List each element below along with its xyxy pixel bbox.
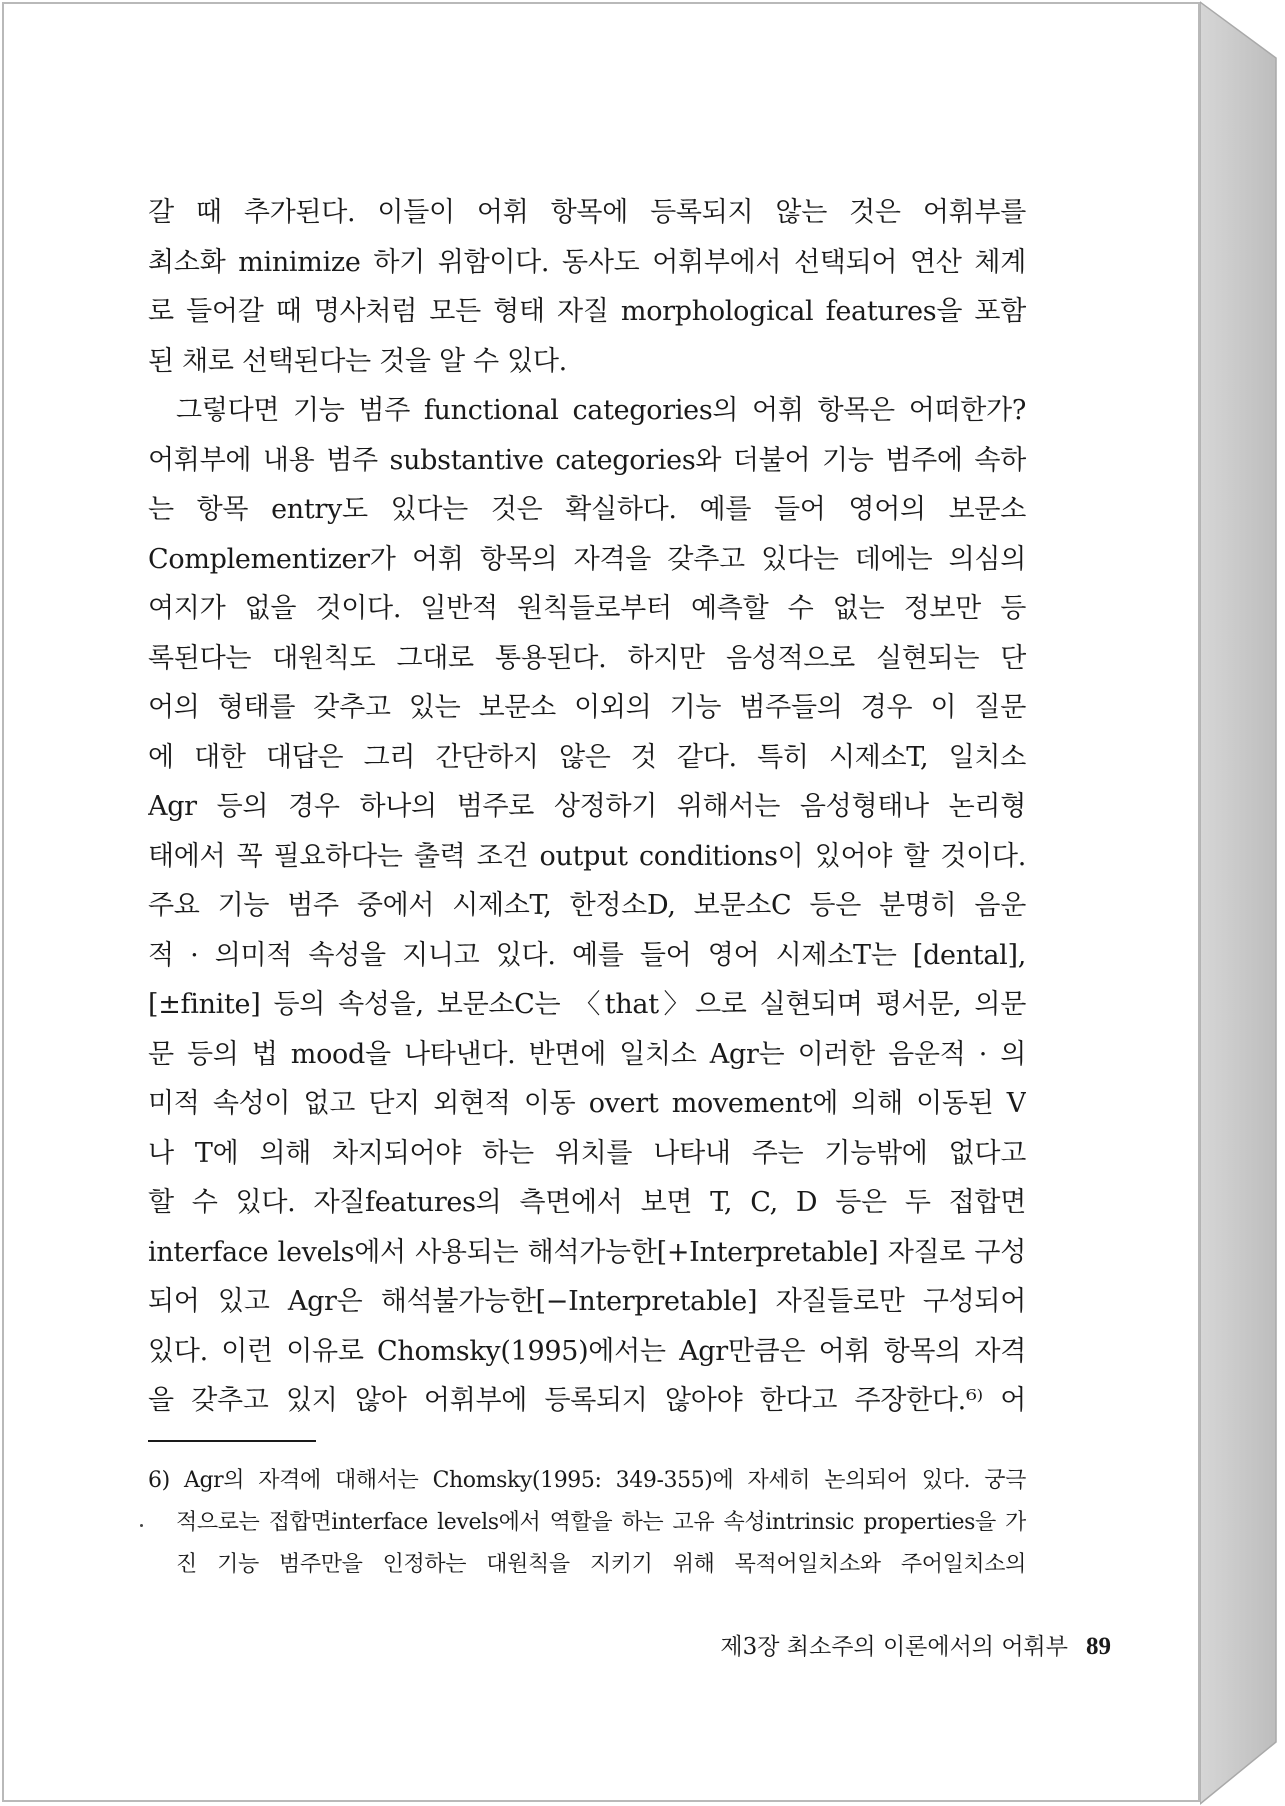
body-line: 록된다는 대원칙도 그대로 통용된다. 하지만 음성적으로 실현되는 단 [148,642,1026,674]
footnote-line: 6) Agr의 자격에 대해서는 Chomsky(1995: 349-355)에 자세히 논의되어 있다. 궁극 [148,1468,1026,1493]
chapter-title: 제3장 최소주의 이론에서의 어휘부 [720,1634,1068,1660]
body-line: 태에서 꼭 필요하다는 출력 조건 output conditions이 있어야 할 것이다. [148,840,1026,872]
page-number: 89 [1086,1633,1111,1660]
body-line: 어휘부에 내용 범주 substantive categories와 더불어 기능 범주에 속하 [148,444,1026,476]
body-line: 에 대한 대답은 그리 간단하지 않은 것 같다. 특히 시제소T, 일치소 [148,741,1026,773]
book-edge-3d [1200,0,1285,1806]
body-line: 문 등의 법 mood을 나타낸다. 반면에 일치소 Agr는 이러한 음운적 · 의 [148,1038,1026,1070]
body-line: 그렇다면 기능 범주 functional categories의 어휘 항목은 어떠한가? [176,395,1026,426]
body-line: 된 채로 선택된다는 것을 알 수 있다. [148,345,567,377]
body-line: 어의 형태를 갖추고 있는 보문소 이외의 기능 범주들의 경우 이 질문 [148,692,1026,723]
body-line: 있다. 이런 이유로 Chomsky(1995)에서는 Agr만큼은 어휘 항목의 자격 [148,1335,1026,1367]
body-line: 미적 속성이 없고 단지 외현적 이동 overt movement에 의해 이동된 V [148,1088,1026,1119]
body-line: 여지가 없을 것이다. 일반적 원칙들로부터 예측할 수 없는 정보만 등 [148,593,1026,624]
body-line: 되어 있고 Agr은 해석불가능한[−Interpretable] 자질들로만 구성되어 [148,1286,1026,1317]
body-line: [±finite] 등의 속성을, 보문소C는 〈that〉으로 실현되며 평서문, 의문 [148,989,1026,1020]
body-line: 는 항목 entry도 있다는 것은 확실하다. 예를 들어 영어의 보문소 [148,494,1026,525]
body-text [148,188,1026,1426]
body-line: 을 갖추고 있지 않아 어휘부에 등록되지 않아야 한다고 주장한다.⁶⁾ 어 [148,1385,1026,1416]
body-line: Complementizer가 어휘 항목의 자격을 갖추고 있다는 데에는 의심의 [148,543,1026,575]
scan-speck [140,1524,143,1527]
body-line: 갈 때 추가된다. 이들이 어휘 항목에 등록되지 않는 것은 어휘부를 [148,197,1026,228]
footnote-line: 적으로는 접합면interface levels에서 역할을 하는 고유 속성intrinsic properties을 가 [176,1510,1026,1535]
running-footer [720,1628,1111,1661]
body-line: Agr 등의 경우 하나의 범주로 상정하기 위해서는 음성형태나 논리형 [148,791,1026,822]
body-line: 할 수 있다. 자질features의 측면에서 보면 T, C, D 등은 두 접합면 [148,1187,1026,1218]
body-line: 적 · 의미적 속성을 지니고 있다. 예를 들어 영어 시제소T는 [dental], [148,939,1026,971]
footnote-divider [148,1440,316,1442]
footnote [148,1460,1026,1586]
body-line: 최소화 minimize 하기 위함이다. 동사도 어휘부에서 선택되어 연산 체계 [148,246,1026,278]
footnote-line: 진 기능 범주만을 인정하는 대원칙을 지키기 위해 목적어일치소와 주어일치소의 [176,1552,1026,1577]
body-line: 나 T에 의해 차지되어야 하는 위치를 나타내 주는 기능밖에 없다고 [148,1137,1026,1169]
body-line: interface levels에서 사용되는 해석가능한[+Interpretable] 자질로 구성 [148,1236,1026,1268]
body-line: 로 들어갈 때 명사처럼 모든 형태 자질 morphological features을 포함 [148,296,1026,327]
body-line: 주요 기능 범주 중에서 시제소T, 한정소D, 보문소C 등은 분명히 음운 [148,890,1026,921]
